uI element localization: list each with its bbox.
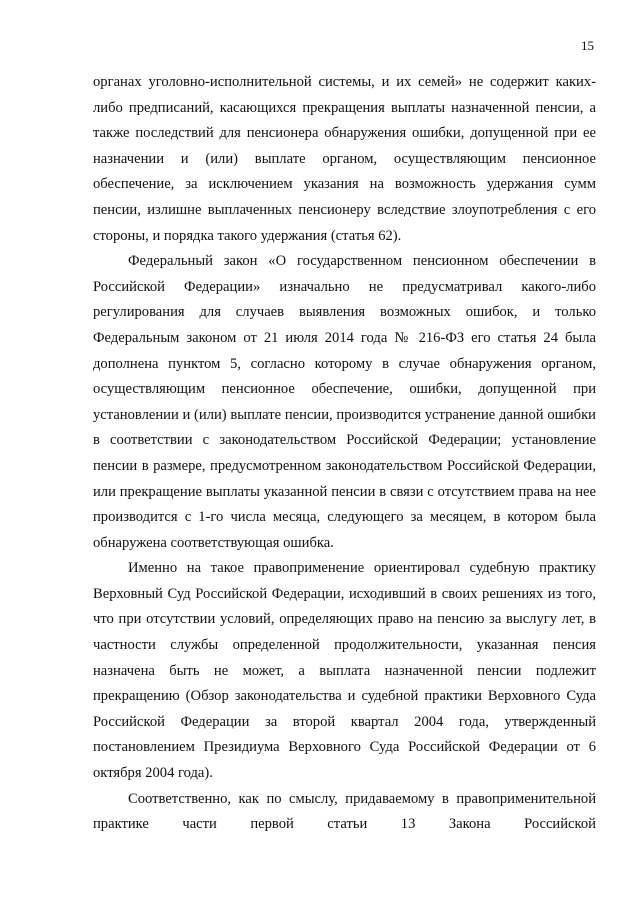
page-number: 15: [581, 38, 594, 53]
paragraph-supreme-court-practice: Именно на такое правоприменение ориентировал судебную практику Верховный Суд Российской Федерации, исходивший в своих решениях из того, что при отсутствии условий, определяющих право на пенсию за выслугу лет, в частности службы определенной продолжительности, указанная пенсия назначена быть не может, а выплата назначенной пенсии подлежит прекращению (Обзор законодательства и судебной практики Верховного Суда Российской Федерации за второй квартал 2004 года, утвержденный постановлением Президиума Верховного Суда Российской Федерации от 6 октября 2004 года).: [93, 560, 596, 782]
paragraph-federal-law: Федеральный закон «О государственном пенсионном обеспечении в Российской Федерации» изначально не предусматривал какого-либо регулирования для случаев выявления возможных ошибок, и только Федеральным законом от 21 июля 2014 года № 216-ФЗ его статья 24 была дополнена пунктом 5, согласно которому в случае обнаружения органом, осуществляющим пенсионное обеспечение, ошибки, допущенной при установлении и (или) выплате пенсии, производится устранение данной ошибки в соответствии с законодательством Российской Федерации; установление пенсии в размере, предусмотренном законодательством Российской Федерации, или прекращение выплаты указанной пенсии в связи с отсутствием права на нее производится с 1-го числа месяца, следующего за месяцем, в котором была обнаружена соответствующая ошибка.: [93, 253, 596, 551]
document-body: [93, 70, 596, 838]
paragraph-accordingly: Соответственно, как по смыслу, придаваемому в правоприменительной практике части первой статьи 13 Закона Российской: [93, 790, 596, 833]
paragraph-continuation: органах уголовно-исполнительной системы, и их семей» не содержит каких-либо предписаний, касающихся прекращения выплаты назначенной пенсии, а также последствий для пенсионера обнаружения ошибки, допущенной при ее назначении и (или) выплате органом, осуществляющим пенсионное обеспечение, за исключением указания на возможность удержания сумм пенсии, излишне выплаченных пенсионеру вследствие злоупотребления с его стороны, и порядка такого удержания (статья 62).: [93, 74, 596, 244]
